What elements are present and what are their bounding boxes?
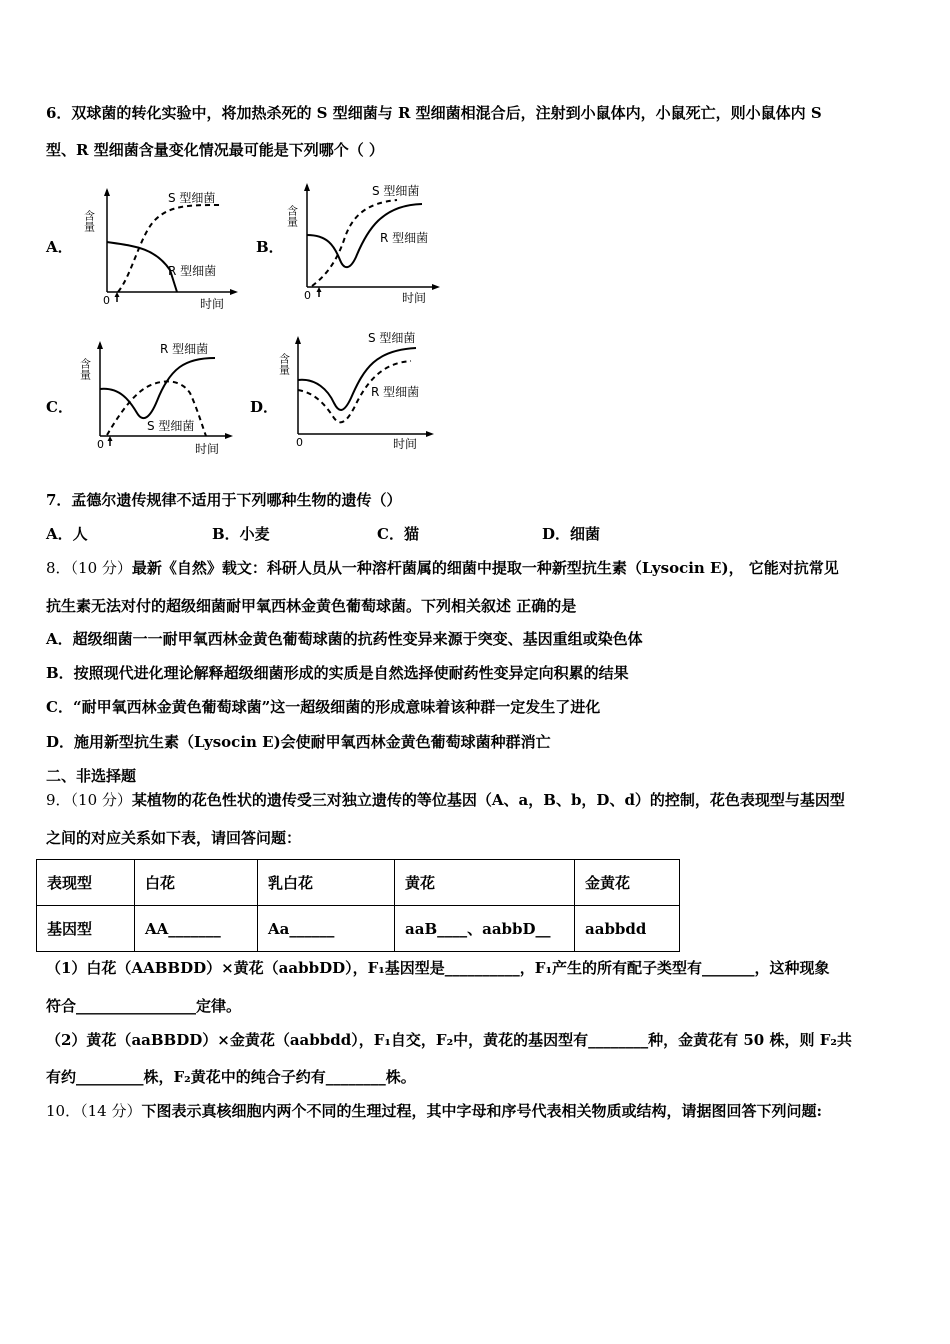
q7-option-b: B．小麦 [212, 525, 270, 543]
table-cell: Aa______ [258, 906, 395, 952]
q7-option-c: C．猫 [377, 525, 419, 543]
chart-d-x-arrow [426, 431, 434, 437]
chart-d-ylabel: 含量 [277, 353, 291, 375]
chart-b [282, 175, 452, 310]
chart-a-ylabel: 含量 [82, 210, 96, 232]
table-cell: 表现型 [37, 860, 135, 906]
chart-c [75, 333, 245, 463]
section-heading: 二、非选择题 [46, 767, 137, 785]
q9-part1-line1: （1）白花（AABBDD）×黄花（aabbDD），F₁基因型是__________，F₁产生的所有配子类型有_______，这种现象 [46, 959, 830, 977]
q8-stem-line1 [46, 558, 839, 578]
q6-stem-line2: 型、R 型细菌含量变化情况最可能是下列哪个（ ） [46, 141, 384, 159]
q10-stem-text: 下图表示真核细胞内两个不同的生理过程，其中字母和序号代表相关物质或结构，请据图回答下列问题: [141, 1102, 822, 1120]
table-cell: aabbdd [575, 906, 680, 952]
chart-a-r-label: R 型细菌 [168, 264, 217, 278]
chart-b-x-arrow [432, 284, 440, 290]
chart-a [80, 180, 250, 315]
chart-a-s-line [118, 205, 220, 292]
chart-c-ylabel: 含量 [78, 358, 92, 380]
chart-a-xlabel: 时间 [200, 297, 225, 311]
chart-d-xlabel: 时间 [393, 437, 418, 451]
q8-stem-text: 最新《自然》载文：科研人员从一种溶杆菌属的细菌中提取一种新型抗生素（Lysocin E)， 它能对抗常见 [131, 559, 839, 577]
table-cell: 乳白花 [258, 860, 395, 906]
chart-c-r-line [100, 358, 215, 418]
q6-option-b: B． [256, 238, 284, 256]
chart-c-s-label: S 型细菌 [147, 419, 195, 433]
table-cell: AA_______ [135, 906, 258, 952]
q7-stem: 7．孟德尔遗传规律不适用于下列哪种生物的遗传（） [46, 491, 402, 509]
genotype-table [36, 859, 680, 952]
q7-option-a: A．人 [46, 525, 88, 543]
table-row [37, 906, 680, 952]
q9-part2-line1: （2）黄花（aaBBDD）×金黄花（aabbdd），F₁自交，F₂中，黄花的基因型有________种，金黄花有 50 株，则 F₂共 [46, 1031, 852, 1049]
chart-b-s-label: S 型细菌 [372, 184, 420, 198]
q8-stem-line2: 抗生素无法对付的超级细菌耐甲氧西林金黄色葡萄球菌。下列相关叙述 正确的是 [46, 597, 577, 615]
chart-b-xlabel: 时间 [402, 291, 427, 305]
q8-option-d: D．施用新型抗生素（Lysocin E)会使耐甲氧西林金黄色葡萄球菌种群消亡 [46, 733, 551, 751]
q6-option-c: C． [46, 398, 73, 416]
chart-c-xlabel: 时间 [195, 442, 220, 456]
q10-score: （14 分） [80, 1102, 142, 1120]
chart-c-x-arrow [225, 433, 233, 439]
chart-c-origin: 0 [97, 438, 104, 451]
table-row [37, 860, 680, 906]
q8-option-b: B．按照现代进化理论解释超级细菌形成的实质是自然选择使耐药性变异定向积累的结果 [46, 664, 629, 682]
q10-num: 10． [46, 1102, 81, 1120]
q9-part2-line2: 有约_________株，F₂黄花中的纯合子约有________株。 [46, 1068, 416, 1086]
table-cell: 金黄花 [575, 860, 680, 906]
q9-part1-line2: 符合________________定律。 [46, 997, 242, 1015]
q9-stem-line2: 之间的对应关系如下表，请回答问题： [46, 829, 302, 847]
chart-b-ylabel: 含量 [285, 205, 299, 227]
q9-num: 9． [46, 791, 71, 809]
q8-score: （10 分） [70, 559, 132, 577]
chart-d-s-label: S 型细菌 [368, 331, 416, 345]
chart-d-r-label: R 型细菌 [371, 385, 420, 399]
chart-a-r-line [107, 242, 177, 292]
chart-b-origin: 0 [304, 289, 311, 302]
q6-stem-line1: 6．双球菌的转化实验中，将加热杀死的 S 型细菌与 R 型细菌相混合后，注射到小鼠体内，小鼠死亡，则小鼠体内 S [46, 104, 822, 122]
q6-option-d: D． [250, 398, 279, 416]
q8-num: 8． [46, 559, 71, 577]
q8-option-a: A．超级细菌一一耐甲氧西林金黄色葡萄球菌的抗药性变异来源于突变、基因重组或染色体 [46, 630, 643, 648]
q9-stem-line1 [46, 790, 845, 810]
chart-b-y-arrow [304, 183, 310, 191]
chart-d-origin: 0 [296, 436, 303, 449]
chart-a-origin: 0 [103, 294, 110, 307]
chart-d [276, 328, 446, 458]
q9-stem-text: 某植物的花色性状的遗传受三对独立遗传的等位基因（A、a，B、b，D、d）的控制，花色表现型与基因型 [131, 791, 845, 809]
chart-c-r-label: R 型细菌 [160, 342, 209, 356]
q10-stem-line1 [46, 1101, 822, 1121]
chart-a-x-arrow [230, 289, 238, 295]
chart-b-r-label: R 型细菌 [380, 231, 429, 245]
table-cell: 白花 [135, 860, 258, 906]
chart-a-s-label: S 型细菌 [168, 191, 216, 205]
q9-score: （10 分） [70, 791, 132, 809]
table-cell: 基因型 [37, 906, 135, 952]
table-cell: 黄花 [395, 860, 575, 906]
q7-option-d: D．细菌 [542, 525, 601, 543]
q8-option-c: C．“耐甲氧西林金黄色葡萄球菌”这一超级细菌的形成意味着该种群一定发生了进化 [46, 698, 601, 716]
table-cell: aaB____、aabbD__ [395, 906, 575, 952]
chart-c-y-arrow [97, 341, 103, 349]
chart-d-y-arrow [295, 336, 301, 344]
q6-option-a: A． [46, 238, 73, 256]
chart-a-y-arrow [104, 188, 110, 196]
